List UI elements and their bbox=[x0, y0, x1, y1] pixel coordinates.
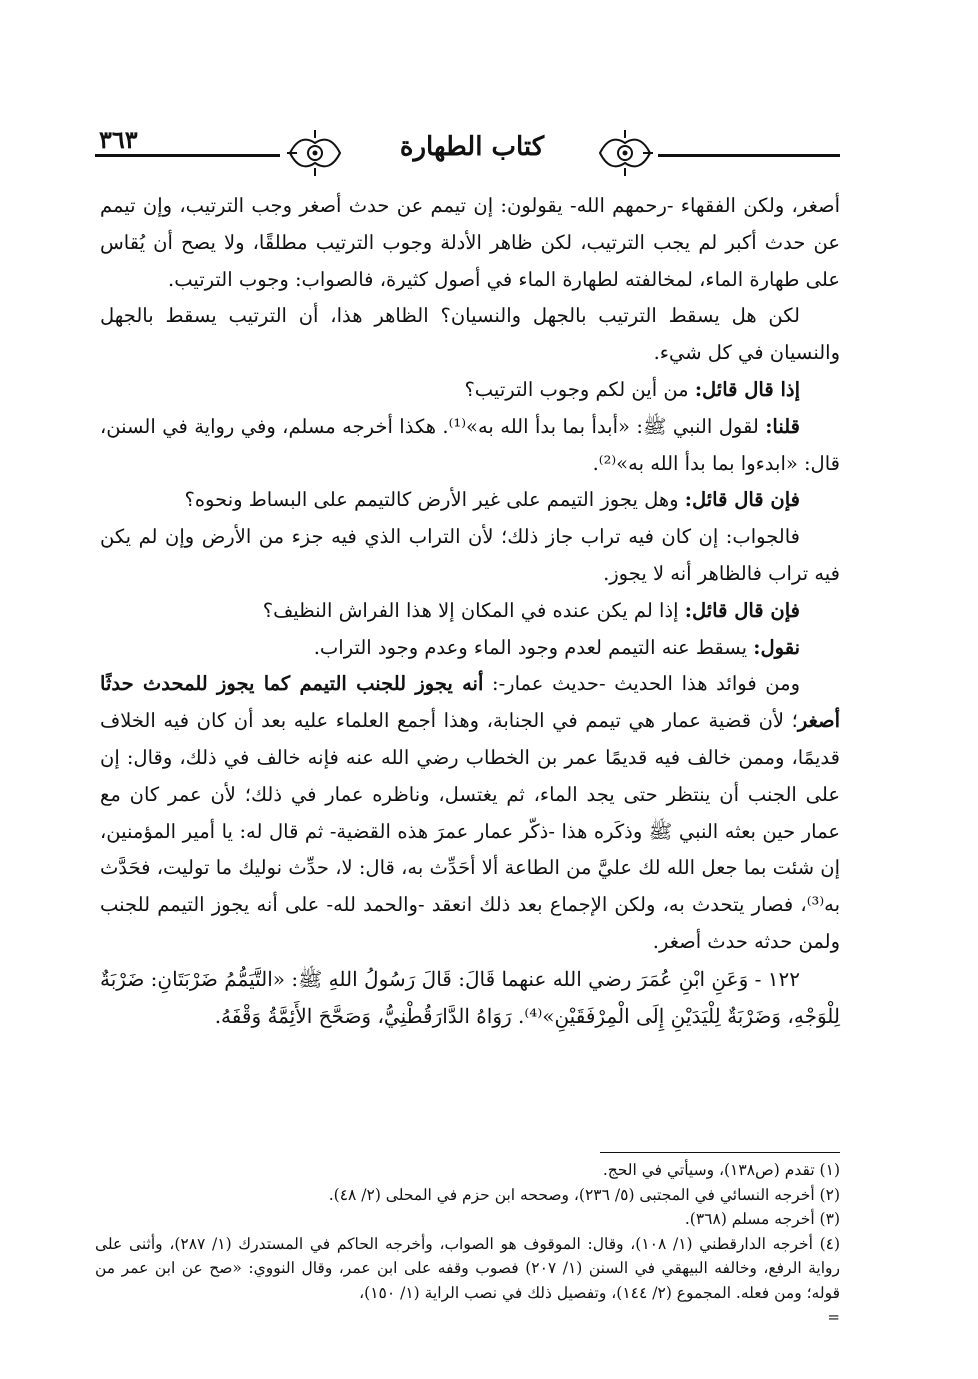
hadith-number: ١٢٢ bbox=[767, 966, 800, 991]
hadith-body: - وَعَنِ ابْنِ عُمَرَ رضي الله عنهما قَالَ: قَالَ رَسُولُ اللهِ ﷺ: «التَّيَمُّمُ ضَرْبَتَانِ: ضَرْبَةٌ لِلْوَجْهِ، وَضَرْبَةٌ لِلْيَدَيْنِ إِلَى الْمِرْفَقَيْنِ»⁽⁴⁾. رَوَاهُ الدَّارَقُطْنِيُّ، وَصَحَّحَ الأَئِمَّةُ وَقْفَهُ. bbox=[100, 966, 840, 1028]
benefit-rest: ؛ لأن قضية عمار هي تيمم في الجنابة، وهذا أجمع العلماء عليه بعد أن كان فيه الخلاف قديمًا، وممن خالف فيه قديمًا عمر بن الخطاب رضي الله عنه فإنه خالف في ذلك، وقال: إن على الجنب أن ينتظر حتى يجد الماء، ثم يغتسل، وناظره عمار في ذلك؛ لأن عمر كان مع عمار حين بعثه النبي ﷺ وذكَره هذا -ذكّر عمار عمرَ هذه القضية- ثم قال له: يا أمير المؤمنين، إن شئت بما جعل الله لك عليَّ من الطاعة ألا أحَدِّث به، قال: لا، حدِّث نوليك ما توليت، فحَدَّث به⁽³⁾، فصار يتحدث به، ولكن الإجماع بعد ذلك انعقد -والحمد لله- على أنه يجوز التيمم للجنب ولمن حدثه حدث أصغر. bbox=[100, 709, 840, 953]
qa-label: إذا قال قائل: bbox=[694, 377, 800, 401]
page-number: ٣٦٣ bbox=[95, 126, 142, 157]
qa-text: إذا لم يكن عنده في المكان إلا هذا الفراش النظيف؟ bbox=[262, 598, 685, 622]
qa-text: إن كان فيه تراب جاز ذلك؛ لأن التراب الذي فيه جزء من الأرض وإن لم يكن فيه تراب فالظاهر أنه لا يجوز. bbox=[100, 525, 840, 585]
footnote-divider bbox=[600, 1152, 840, 1153]
footnote: (٣) أخرجه مسلم (٣٦٨). bbox=[684, 1210, 840, 1228]
qa-label: فالجواب: bbox=[725, 525, 800, 549]
qa-item bbox=[100, 482, 840, 519]
qa-label: فإن قال قائل: bbox=[684, 598, 800, 622]
qa-item bbox=[100, 593, 840, 630]
paragraph: أصغر، ولكن الفقهاء -رحمهم الله- يقولون: إن تيمم عن حدث أصغر وجب الترتيب، وإن تيمم عن حدث أكبر لم يجب الترتيب، لكن ظاهر الأدلة وجوب الترتيب مطلقًا، ولا يصح أن يُقاس على طهارة الماء، لمخالفته لطهارة الماء في أصول كثيرة، فالصواب: وجوب الترتيب. bbox=[100, 194, 840, 291]
footnote: (٤) أخرجه الدارقطني (١/ ١٠٨)، وقال: الموقوف هو الصواب، وأخرجه الحاكم في المستدرك (١/ ٢٨٧)، وأثنى على رواية الرفع، وخالفه البيهقي في السنن (١/ ٢٠٧) فصوب وقفه على ابن عمر، وقال النووي: «صح عن ابن عمر من قوله؛ ومن فعله. المجموع (٢/ ١٤٤)، وتفصيل ذلك في نصب الراية (١/ ١٥٠)، bbox=[95, 1234, 841, 1302]
qa-text: من أين لكم وجوب الترتيب؟ bbox=[464, 377, 695, 401]
header-rule-right bbox=[658, 154, 840, 157]
page-header bbox=[95, 118, 840, 176]
qa-item bbox=[100, 519, 840, 593]
qa-label: فإن قال قائل: bbox=[684, 488, 800, 512]
benefit-paragraph bbox=[100, 666, 840, 960]
benefit-highlight: أنه يجوز للجنب التيمم كما يجوز للمحدث حدثًا أصغر bbox=[100, 672, 840, 733]
floral-ornament-icon bbox=[285, 128, 345, 178]
qa-item bbox=[100, 372, 840, 409]
floral-ornament-icon bbox=[595, 128, 655, 178]
main-text bbox=[100, 188, 840, 1034]
qa-text: يسقط عنه التيمم لعدم وجود الماء وعدم وجود التراب. bbox=[313, 635, 754, 659]
benefit-intro: ومن فوائد هذا الحديث -حديث عمار-: bbox=[483, 672, 801, 696]
continuation-mark: = bbox=[827, 1308, 840, 1326]
footnote: (٢) أخرجه النسائي في المجتبى (٥/ ٢٣٦)، وصححه ابن حزم في المحلى (٢/ ٤٨). bbox=[328, 1185, 840, 1204]
qa-text: لقول النبي ﷺ: «أبدأ بما بدأ الله به»⁽¹⁾. هكذا أخرجه مسلم، وفي رواية في السنن، قال: «ابدءوا بما بدأ الله به»⁽²⁾. bbox=[100, 414, 840, 475]
qa-text: وهل يجوز التيمم على غير الأرض كالتيمم على البساط ونحوه؟ bbox=[184, 488, 685, 512]
footnotes bbox=[95, 1158, 840, 1330]
qa-item bbox=[100, 630, 840, 667]
header-rule-left bbox=[95, 154, 280, 157]
footnote: (١) تقدم (ص١٣٨)، وسيأتي في الحج. bbox=[602, 1161, 840, 1179]
chapter-title: كتاب الطهارة bbox=[399, 132, 545, 162]
qa-label: قلنا: bbox=[765, 414, 800, 438]
paragraph: لكن هل يسقط الترتيب بالجهل والنسيان؟ الظاهر هذا، أن الترتيب يسقط بالجهل والنسيان في كل شيء. bbox=[100, 304, 840, 365]
hadith-text bbox=[100, 961, 840, 1035]
qa-item bbox=[100, 409, 840, 483]
qa-label: نقول: bbox=[753, 635, 800, 659]
